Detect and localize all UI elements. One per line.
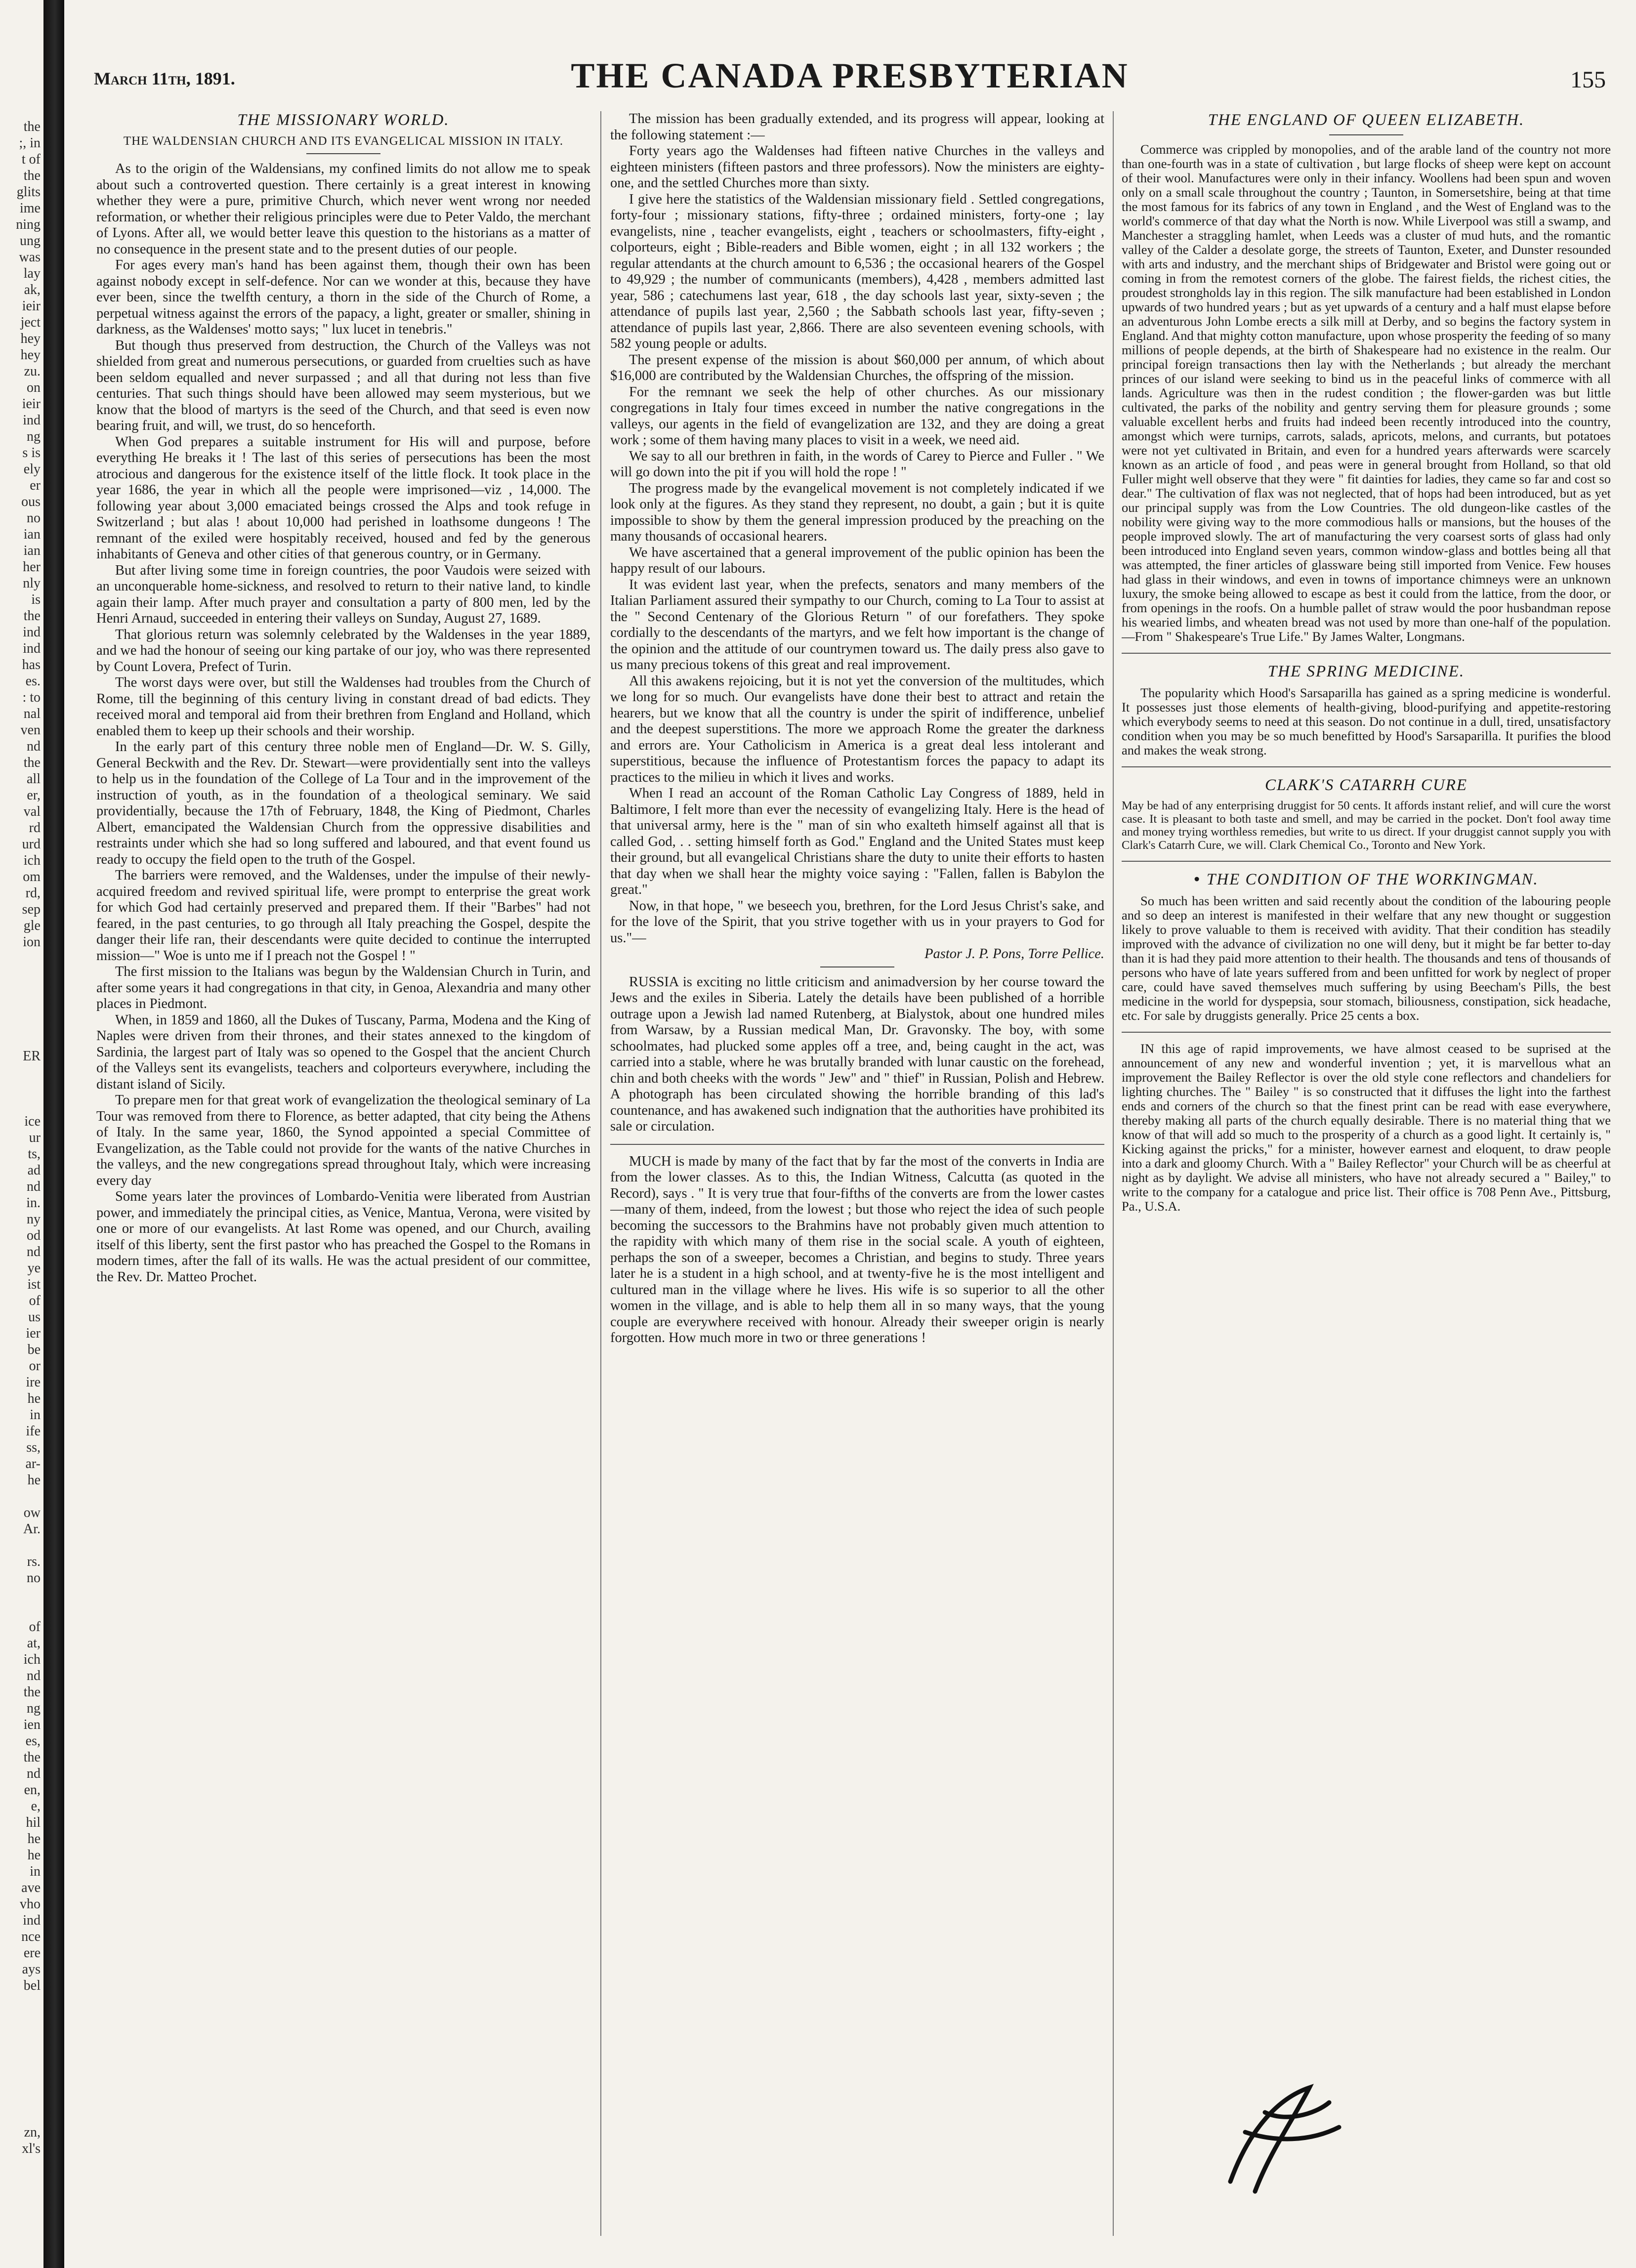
article-paragraph: The progress made by the evangelical movement is not completely indicated if we look only at the figures. As they stand they represent, no doubt, a gain ; but it is quite impossible to show by them the general impression produced by the preaching on the many thousands of occasional hearers.	[610, 480, 1104, 544]
india-paragraph: MUCH is made by many of the fact that by far the most of the converts in India are from the lower classes. As to this, the Indian Witness, Calcutta (as quoted in the Record), says . " It is very true that four-fifths of the converts are from the lower castes—many of them, indeed, from the lowest ; but those who reject the idea of such people becoming the successors to the Brahmins have not probably given much attention to the rapidity with which many of them rise in the social scale. A youth of eighteen, perhaps the son of a sweeper, becomes a Christian, and begins to study. Three years later he is a student in a high school, and at twenty-five he is the most intelligent and cultured man in the village where he lives. His wife is so superior to all the other women in the village, and is able to help them all in so many ways, that the young couple are everywhere received with honour. Already their sweeper origin is nearly forgotten. How much more in two or three generations !	[610, 1153, 1104, 1345]
page-number: 155	[1570, 67, 1606, 93]
russia-paragraph: RUSSIA is exciting no little criticism and animadversion by her course toward the Jews and the exiles in Siberia. Lately the details have been published of a horrible outrage upon a Jewish lad named Rutenberg, at Bialystok, about one hundred miles from Warsaw, by a Russian medical Man, Dr. Gravonsky. The boy, with some schoolmates, had plucked some apples off a tree, and, being caught in the act, was carried into a stable, where he was brutally branded with lunar caustic on the forehead, chin and both cheeks with the words " Jew" and " thief" in Russian, Polish and Hebrew. A photograph has been circulated showing the horrible branding of this lad's countenance, and has awakened such indignation that the authorities have prohibited its sale or circulation.	[610, 974, 1104, 1134]
previous-page-margin-text: the ;, in t of the glits ime ning ung was lay ak, ieir ject hey hey zu. on ieir ind ng s is ely er ous no ian ian her nly is the ind ind has es. : to nal ven nd the all er, val rd urd ich om rd, sep gle ion ER ice ur ts, ad nd in. ny od nd ye ist of us ier be or ire he in ife ss, ar- he ow Ar. rs. no of at, ich nd the ng ien es, the nd en, e, hil he he in ave vho ind nce ere ays bel zn, xl's	[16, 119, 41, 2156]
article-paragraph: But though thus preserved from destruction, the Church of the Valleys was not shielded from great and numerous persecutions, or guarded from cruelties such as have been seldom equalled and never surpassed ; and all that during not less than five centuries. That such things should have been allowed may seem mysterious, but we know that the blood of martyrs is the seed of the Church, and that seed is even now bearing fruit, and will, we trust, do so henceforth.	[96, 337, 590, 433]
article-paragraph: For ages every man's hand has been against them, though their own has been against nobody except in self-defence. Nor can we wonder at this, because they have ever been, since the twelfth century, a thorn in the side of the Church of Rome, a perpetual witness against the errors of the papacy, a light, greater or smaller, shining in darkness, as the Waldenses' motto says; " lux lucet in tenebris."	[96, 257, 590, 337]
catarrh-cure-title: CLARK'S CATARRH CURE	[1264, 776, 1468, 794]
spring-medicine-title: THE SPRING MEDICINE.	[1267, 663, 1465, 680]
article-paragraph: Some years later the provinces of Lombardo-Venitia were liberated from Austrian power, and immediately the principal cities, as Venice, Mantua, Verona, were visited by one or more of our evangelists. At last Rome was opened, and our Church, availing itself of this liberty, sent the first pastor who has preached the Gospel to the Romans in modern times, after the fall of its walls. He was the actual president of our committee, the Rev. Dr. Matteo Prochet.	[96, 1189, 590, 1285]
bailey-reflector-paragraph: IN this age of rapid improvements, we have almost ceased to be suprised at the announcement of any new and wonderful invention ; yet, it is marvellous what an improvement the Bailey Reflector is over the old style cone reflectors and chandeliers for lighting churches. The " Bailey " is so constructed that it diffuses the light into the farthest ends and corners of the church so that the finest print can be read with ease everywhere, thereby making all parts of the church equally desirable. There is no material thing that we know of that will add so much to the prosperity of a church as a good light. It certainly is, " Kicking against the pricks," for a minister, however earnest and eloquent, to draw people into a dark and gloomy Church. With a " Bailey Reflector" your Church will be as cheerful at night as by daylight. We advise all ministers, who have not already secured a " Bailey," to write to the company for a catalogue and price list. Their office is 708 Penn Ave., Pittsburg, Pa., U.S.A.	[1122, 1041, 1611, 1214]
article-paragraph: Now, in that hope, " we beseech you, brethren, for the Lord Jesus Christ's sake, and for the love of the Spirit, that you strive together with us in your prayers to God for us."—	[610, 898, 1104, 946]
article-title: THE WALDENSIAN CHURCH AND ITS EVANGELICAL MISSION IN ITALY.	[123, 134, 564, 148]
article-paragraph: But after living some time in foreign countries, the poor Vaudois were seized with an unconquerable home-sickness, and resolved to return to their native land, to kindle again their lamp. After much prayer and consultation a party of 800 men, led by the Henri Arnaud, succeeded in entering their valleys on Sunday, August 27, 1689.	[96, 562, 590, 626]
section-title: THE MISSIONARY WORLD.	[237, 111, 450, 129]
article-paragraph: The worst days were over, but still the Waldenses had troubles from the Church of Rome, till the beginning of this century living in constant dread of bad edicts. They received moral and temporal aid from their brethren from England and Holland, which enabled them to keep up their schools and their worship.	[96, 675, 590, 739]
article-paragraph: When, in 1859 and 1860, all the Dukes of Tuscany, Parma, Modena and the King of Naples were driven from their thrones, and their states annexed to the kingdom of Sardinia, the largest part of Italy was so opened to the Gospel that the ancient Church of the Valleys sent its evangelists, teachers and colporteurs everywhere, including the distant island of Sicily.	[96, 1012, 590, 1092]
spring-medicine-paragraph: The popularity which Hood's Sarsaparilla has gained as a spring medicine is wonderful. It possesses just those elements of health-giving, blood-purifying and appetite-restoring which everybody seems to need at this season. Do not continue in a dull, tired, unsatisfactory condition when you may be so much benefitted by Hood's Sarsaparilla. It purifies the blood and makes the weak strong.	[1122, 685, 1611, 757]
catarrh-cure-paragraph: May be had of any enterprising druggist for 50 cents. It affords instant relief, and will cure the worst case. It is pleasant to both taste and smell, and may be carried in the pocket. Don't fool away time and money trying worthless remedies, but write to us direct. If your druggist cannot supply you with Clark's Catarrh Cure, we will. Clark Chemical Co., Toronto and New York.	[1122, 799, 1611, 852]
article-paragraph: In the early part of this century three noble men of England—Dr. W. S. Gilly, General Beckwith and the Rev. Dr. Stewart—were providentially sent into the valleys to help us in the foundation of the College of La Tour and in the improvement of the instruction of youth, as in the foundation of a theological seminary. We said providentially, because the 17th of February, 1848, the King of Piedmont, Charles Albert, emancipated the Waldensian Church from the oppressive disabilities and restraints under which she had so long suffered and laboured, and that event found us ready to occupy the field open to the truth of the Gospel.	[96, 739, 590, 867]
column-divider	[600, 111, 601, 2236]
article-paragraph: That glorious return was solemnly celebrated by the Waldenses in the year 1889, and we had the honour of seeing our king partake of our joy, who was there represented by Count Lovera, Prefect of Turin.	[96, 627, 590, 674]
section-rule	[1122, 1032, 1611, 1033]
workingman-paragraph: So much has been written and said recently about the condition of the labouring people and so deep an interest is manifested in their welfare that any new thought or suggestion likely to prove valuable to them is received with avidity. That their condition has steadily improved with the advance of civilization no one will deny, but it might be far better to-day than it is had they paid more attention to their health. The thousands and tens of thousands of persons who have of late years suffered from and been unfitted for work by neglect of proper care, could have saved themselves much suffering by using Beecham's Pills, the best medicine in the world for dyspepsia, sour stomach, biliousness, constipation, sick headache, etc. For sale by druggists generally. Price 25 cents a box.	[1122, 893, 1611, 1023]
page-header	[94, 49, 1606, 104]
article-paragraph: As to the origin of the Waldensians, my confined limits do not allow me to speak about such a controverted question. There certainly is a great interest in knowing whether they were a pure, primitive Church, which never went wrong nor needed reformation, or whether their religious principles were due to Peter Valdo, the merchant of Lyons. After all, we would better leave this question to the historians as a matter of no consequence in the present state and to the present duties of our people.	[96, 161, 590, 257]
column-divider	[1113, 111, 1114, 2236]
issue-date: March 11th, 1891.	[94, 69, 235, 88]
article-paragraph: Forty years ago the Waldenses had fifteen native Churches in the valleys and eighteen ministers (fifteen pastors and three professors). Now the ministers are eighty-one, and the settled Churches more than sixty.	[610, 143, 1104, 191]
section-rule	[820, 966, 894, 967]
right-column	[1122, 111, 1611, 2241]
article-paragraph: The present expense of the mission is about $60,000 per annum, of which about $16,000 are contributed by the Waldensian Churches, the offspring of the mission.	[610, 352, 1104, 383]
article-signature: Pastor J. P. Pons, Torre Pellice.	[924, 946, 1104, 962]
england-paragraph: Commerce was crippled by monopolies, and of the arable land of the country not more than one-fourth was in a state of cultivation , but large flocks of sheep were kept on account of their wool. Manufactures were only in their infancy. Woollens had been spun and woven only on a small scale throughout the country ; Taunton, in Somersetshire, being at that time the most famous for its fabrics of any town in England , and the West of England was to the world's commerce of that day what the North is now. While Liverpool was still a swamp, and Manchester a straggling hamlet, when Leeds was a cluster of mud huts, and the romantic valley of the Calder a desolate gorge, the streets of Taunton, Exeter, and Dunster resounded with arts and industry, and the merchant ships of Bridgewater and Bristol were going out or coming in from the remotest corners of the globe. The fairest fields, the richest cities, the proudest strongholds lay in this region. The silk manufacture had been established in London upwards of two hundred years ; but as yet upwards of a century and a half must elapse before an adventurous John Lombe erects a silk mill at Derby, and so begins the factory system in England. And that mighty cotton manufacture, upon whose prosperity the feeding of so many millions of people depends, at the birth of Shakespeare had no existence in the realm. Our principal foreign transactions then lay with the Netherlands ; but already the merchant princes of our island were seeking to bind us in the peaceful links of commerce with all lands. Agriculture was then in the rudest condition ; the flower-garden was but little cultivated, the parks of the nobility and gentry serving them for pleasure grounds ; some valuable excellent herbs and fruits had indeed been recently introduced into the country, amongst which were turnips, carrots, salads, apricots, melons, and currants, but potatoes were not yet cultivated in Britain, and even for a hundred years afterwards were scarcely known as an article of food , and peas were in general brought from Holland, so that old Fuller might well observe that they were " fit dainties for ladies, they came so far and cost so dear." The cultivation of flax was not neglected, that of hops had been introduced, but as yet our principal supply was from the Low Countries. The old dungeon-like castles of the nobility were giving way to the more commodious halls or mansions, but the houses of the people improved slowly. The art of manufacturing the very coarsest sorts of glass had only been introduced into England seven years, common window-glass and bottles being all that was attempted, the finer articles of glassware being still imported from Venice. Few houses had glass in their windows, and even in towns of importance chimneys were an unknown luxury, the smoke being allowed to escape as best it could from the lattice, from the door, or from openings in the roofs. On a humble pallet of straw would the poor husbandman repose his wearied limbs, and wheaten bread was not used by more than one-half of the population.—From " Shakespeare's True Life." By James Walter, Longmans.	[1122, 142, 1611, 644]
article-paragraph: For the remnant we seek the help of other churches. As our missionary congregations in Italy four times exceed in number the native congregations in the valleys, our agents in the field of evangelization are 132, and they are doing a great work ; some of them having many places to visit in a week, we need aid.	[610, 384, 1104, 448]
binding-edge	[43, 0, 64, 2268]
article-paragraph: To prepare men for that great work of evangelization the theological seminary of La Tour was removed from there to Florence, as better adapted, that city being the Athens of Italy. In the same year, 1860, the Synod appointed a special Committee of Evangelization, as the Table could not provide for the wants of the native Churches in the valleys, and the new congregations spread throughout Italy, which were increasing every day	[96, 1092, 590, 1188]
article-paragraph: When I read an account of the Roman Catholic Lay Congress of 1889, held in Baltimore, I felt more than ever the necessity of evangelizing Italy. Here is the head of that universal army, here is the " man of sin who exalteth himself against all that is called God, . . setting himself forth as God." England and the United States must keep their ground, but all evangelical Christians share the duty to unite their efforts to hasten that day when we shall hear the mighty voice saying : "Fallen, fallen is Babylon the great."	[610, 786, 1104, 897]
section-rule	[1122, 653, 1611, 654]
article-paragraph: We have ascertained that a general improvement of the public opinion has been the happy result of our labours.	[610, 545, 1104, 576]
newspaper-title: THE CANADA PRESBYTERIAN	[571, 56, 1129, 95]
workingman-title	[1122, 871, 1611, 889]
article-paragraph: We say to all our brethren in faith, in the words of Carey to Pierce and Fuller . " We will go down into the pit if you will hold the rope ! "	[610, 448, 1104, 480]
middle-column	[610, 111, 1104, 2241]
section-rule	[610, 1144, 1104, 1145]
article-paragraph: All this awakens rejoicing, but it is not yet the conversion of the multitudes, which we long for so much. Our evangelists have done their best to attract and retain the hearers, but we know that all the country is under the spirit of indifference, unbelief and the deepest superstitions. The more we approach Rome the greater the darkness and errors are. Your Catholicism in America is a great deal less intolerant and superstitious, because the influence of Protestantism forces the papacy to adapt its practices to the milieu in which it lives and works.	[610, 673, 1104, 785]
england-title: THE ENGLAND OF QUEEN ELIZABETH.	[1208, 111, 1525, 129]
ink-scribble-mark	[1211, 2068, 1359, 2206]
title-rule	[306, 153, 380, 154]
section-rule	[1122, 861, 1611, 862]
article-paragraph: The barriers were removed, and the Waldenses, under the impulse of their newly-acquired freedom and revived spiritual life, were prompt to enterprise the great work for which God had certainly preserved and prepared them. If their "Barbes" had not feared, in the past centuries, to go through all Italy preaching the Gospel, despite the danger their life ran, their descendants were quite decided to continue the interrupted mission—" Woe is unto me if I preach not the Gospel ! "	[96, 868, 590, 964]
section-rule	[1122, 766, 1611, 767]
workingman-title-text: THE CONDITION OF THE WORKINGMAN.	[1206, 871, 1539, 888]
article-paragraph: It was evident last year, when the prefects, senators and many members of the Italian Parliament assured their sympathy to our Church, coming to La Tour to assist at the " Second Centenary of the Glorious Return " of our forefathers. They spoke cordially to the descendants of the martyrs, and we felt how important is the change of the opinion and the attitude of our countrymen toward us. The daily press also gave to us many precious tokens of this great and real improvement.	[610, 577, 1104, 672]
title-rule	[1329, 134, 1403, 135]
statistics-paragraph: I give here the statistics of the Waldensian missionary field . Settled congregations, forty-four ; missionary stations, fifty-three ; ordained ministers, forty-one ; lay evangelists, nine , teacher evangelists, eight , teachers or schoolmasters, fifty-eight , colporteurs, eight ; Bible-readers and Bible women, eight ; in all 132 workers ; the regular attendants at the church amount to 6,536 ; the occasional hearers of the Gospel to 49,929 ; the number of communicants (members), 4,428 , members admitted last year, 586 ; catechumens last year, 618 , the day schools last year, sixty-seven ; the attendance of pupils last year, 2,560 ; the Sabbath schools last year, fifty-seven ; attendance of pupils last year, 2,866. There are also seventeen evening schools, with 582 young people or adults.	[610, 191, 1104, 351]
left-column	[96, 111, 590, 2241]
bullet-icon: •	[1194, 871, 1201, 888]
article-paragraph: The mission has been gradually extended, and its progress will appear, looking at the following statement :—	[610, 111, 1104, 143]
article-paragraph: When God prepares a suitable instrument for His will and purpose, before everything He breaks it ! The last of this series of persecutions has been the most atrocious and dangerous for the existence itself of the little flock. It took place in the year 1686, the year in which all the people were imprisoned—viz , 14,000. The following year about 3,000 emaciated beings crossed the Alps and took refuge in Switzerland ; but alas ! about 10,000 had perished in loathsome dungeons ! The remnant of the exiled were hospitably received, housed and fed by the generous inhabitants of Geneva and other cities of that generous country, or in Germany.	[96, 434, 590, 562]
article-paragraph: The first mission to the Italians was begun by the Waldensian Church in Turin, and after some years it had congregations in that city, in Genoa, Alexandria and many other places in Piedmont.	[96, 964, 590, 1011]
